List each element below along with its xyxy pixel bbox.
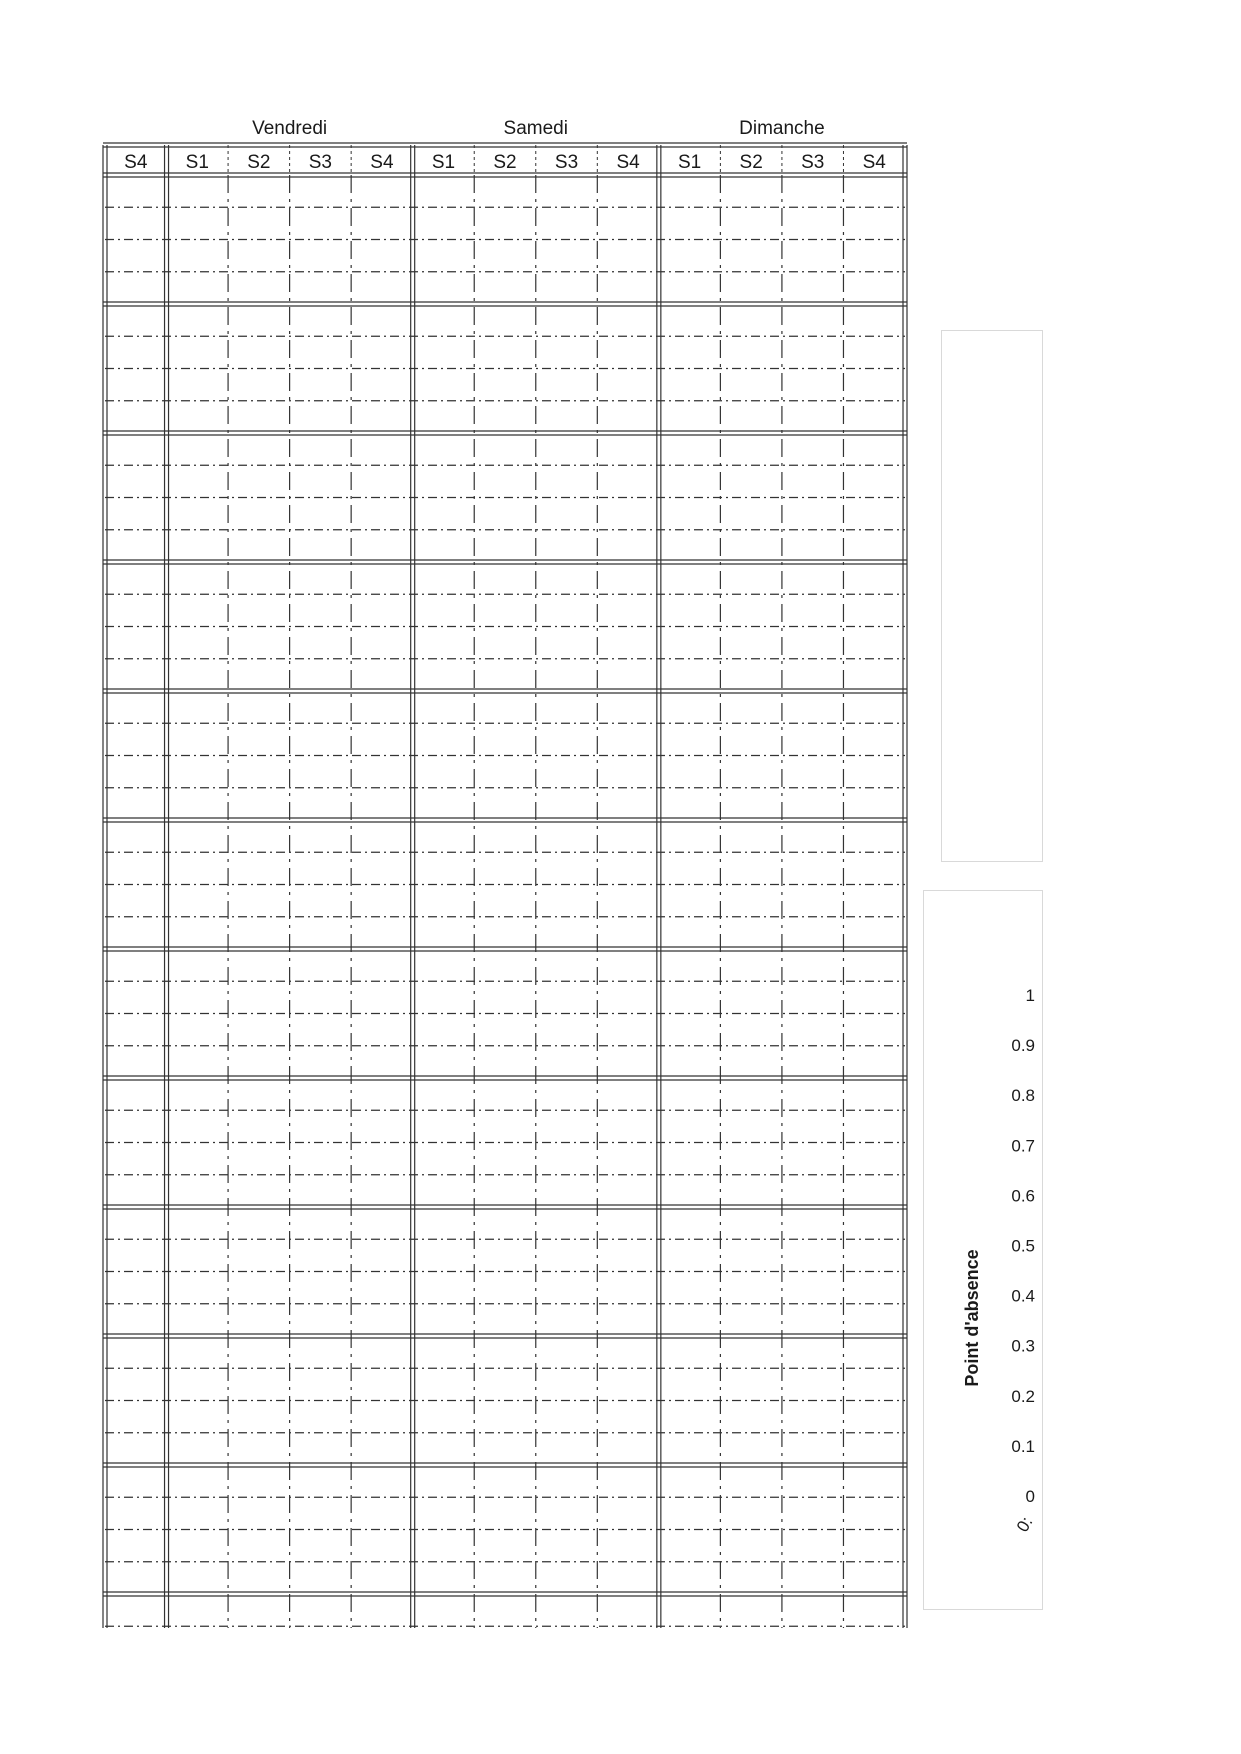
y-tick-label: 0.2: [1011, 1386, 1035, 1406]
day-header-2: Dimanche: [739, 118, 825, 139]
shift-header-12: S4: [862, 152, 886, 173]
y-tick-label: 0.1: [1011, 1436, 1035, 1456]
shift-header-9: S1: [677, 152, 702, 173]
shift-header-8: S4: [616, 152, 640, 173]
y-tick-label: 0.7: [1011, 1136, 1035, 1156]
shift-header-1: S1: [185, 152, 209, 173]
shift-header-4: S4: [370, 152, 394, 173]
absence-chart: [924, 891, 1042, 1609]
y-tick-label: 0: [1025, 1487, 1035, 1506]
day-header-0: Vendredi: [252, 118, 328, 139]
y-tick-label: 0.4: [1011, 1286, 1035, 1306]
x-tick-label: 0:: [1012, 1513, 1037, 1536]
absence-chart-panel: [923, 890, 1043, 1610]
shift-header-7: S3: [554, 152, 579, 173]
y-tick-label: 0.8: [1011, 1086, 1035, 1106]
shift-header-0: S4: [124, 152, 148, 173]
shift-header-10: S2: [739, 152, 763, 173]
shift-header-11: S3: [801, 152, 825, 173]
shift-header-5: S1: [431, 152, 456, 173]
shift-header-3: S3: [308, 152, 333, 173]
shift-header-2: S2: [247, 152, 271, 173]
chart-panel-empty: [941, 330, 1043, 862]
y-tick-label: 0.3: [1011, 1336, 1035, 1356]
y-tick-label: 1: [1025, 986, 1035, 1005]
shift-header-6: S2: [493, 152, 517, 173]
y-axis-title: Point d'absence: [962, 1249, 982, 1387]
y-tick-label: 0.5: [1011, 1236, 1035, 1256]
y-tick-label: 0.9: [1011, 1036, 1035, 1056]
day-header-1: Samedi: [503, 118, 568, 139]
y-tick-label: 0.6: [1011, 1186, 1035, 1206]
